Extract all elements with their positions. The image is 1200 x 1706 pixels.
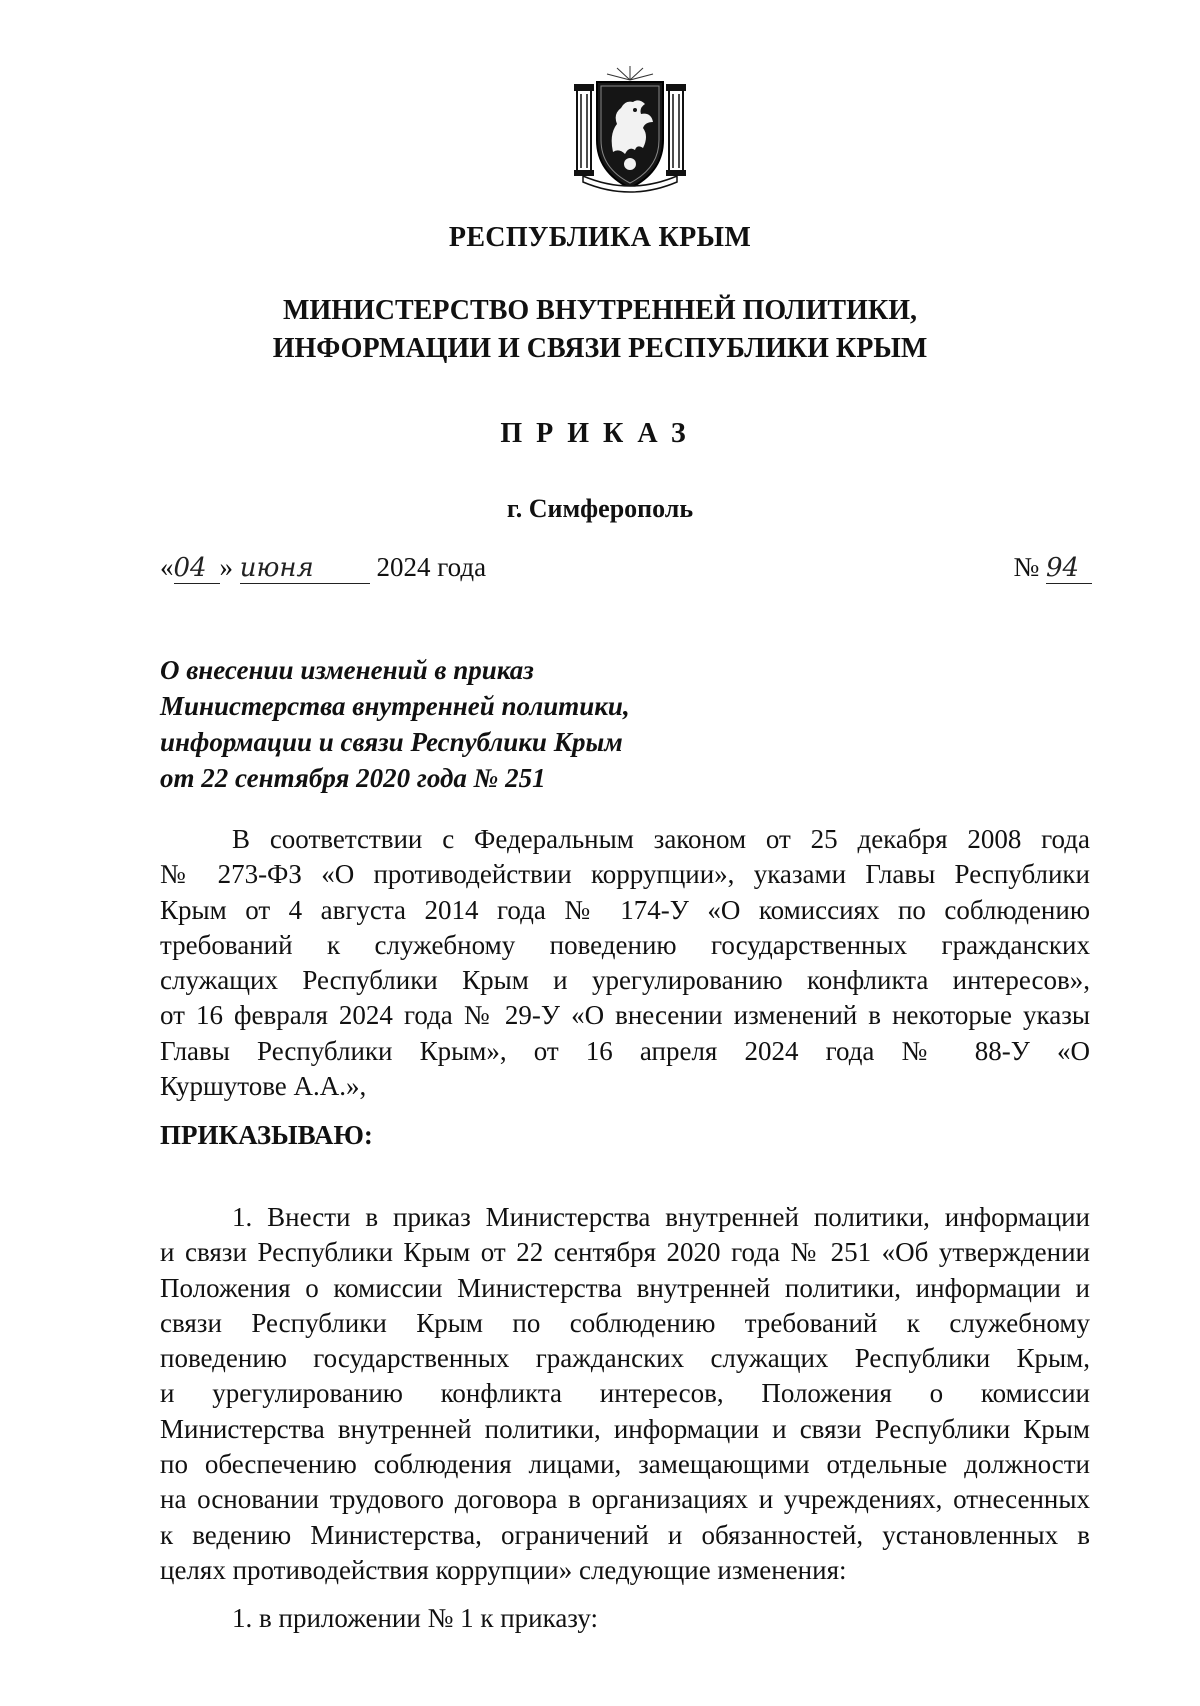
item-1-line: 1. Внести в приказ Министерства внутренней политики, информации bbox=[232, 1202, 1090, 1232]
date-year-text: 2024 года bbox=[376, 552, 487, 582]
number-label: № bbox=[1013, 552, 1040, 582]
handwritten-number: 94 bbox=[1046, 553, 1092, 584]
item-1-line: на основании трудового договора в организациях и учреждениях, отнесенных bbox=[160, 1484, 1090, 1515]
preamble-line: требований к служебному поведению государственных гражданских bbox=[160, 929, 1090, 960]
item-1-line: и связи Республики Крым от 22 сентября 2020 года № 251 «Об утверждении bbox=[160, 1237, 1090, 1268]
title-line: информации и связи Республики Крым bbox=[160, 727, 623, 757]
preamble-line: от 16 февраля 2024 года № 29-У «О внесении изменений в некоторые указы bbox=[160, 1000, 1090, 1031]
item-1-line: поведению государственных гражданских служащих Республики Крым, bbox=[160, 1343, 1090, 1374]
orders-heading: ПРИКАЗЫВАЮ: bbox=[160, 1120, 373, 1150]
republic-heading: РЕСПУБЛИКА КРЫМ bbox=[448, 222, 752, 253]
date-open-quote: « bbox=[160, 552, 174, 582]
item-1-line: к ведению Министерства, ограничений и обязанностей, установленных в bbox=[160, 1519, 1090, 1550]
city-line: г. Симферополь bbox=[506, 494, 694, 523]
item-1-line: целях противодействия коррупции» следующие изменения: bbox=[160, 1554, 847, 1585]
preamble-line: служащих Республики Крым и урегулированию конфликта интересов», bbox=[160, 965, 1090, 996]
preamble-line: № 273-ФЗ «О противодействии коррупции», указами Главы Республики bbox=[160, 859, 1090, 890]
preamble-line: Крым от 4 августа 2014 года № 174-У «О комиссиях по соблюдению bbox=[160, 894, 1090, 925]
item-1-line: Министерства внутренней политики, информации и связи Республики Крым bbox=[160, 1413, 1090, 1444]
title-line: О внесении изменений в приказ bbox=[160, 655, 534, 685]
document-title bbox=[160, 652, 760, 796]
preamble-line: Главы Республики Крым», от 16 апреля 2024 года № 88-У «О bbox=[160, 1035, 1090, 1066]
title-line: Министерства внутренней политики, bbox=[160, 691, 630, 721]
preamble-paragraph bbox=[160, 822, 1090, 1104]
order-number bbox=[1013, 552, 1092, 584]
item-1-paragraph bbox=[160, 1200, 1090, 1588]
preamble-line: Куршутове А.А.», bbox=[160, 1071, 367, 1102]
item-1-line: по обеспечению соблюдения лицами, замещающими отдельные должности bbox=[160, 1449, 1090, 1480]
date-close-quote: » bbox=[219, 552, 233, 582]
ministry-heading-line-1: МИНИСТЕРСТВО ВНУТРЕННЕЙ ПОЛИТИКИ, bbox=[283, 295, 917, 326]
order-word-heading: ПРИКАЗ bbox=[500, 418, 700, 449]
title-line: от 22 сентября 2020 года № 251 bbox=[160, 763, 546, 793]
crimea-coat-of-arms-emblem bbox=[573, 64, 687, 194]
sub-item-1: 1. в приложении № 1 к приказу: bbox=[232, 1603, 599, 1633]
item-1-line: связи Республики Крым по соблюдению требований к служебному bbox=[160, 1307, 1090, 1338]
item-1-line: и урегулированию конфликта интересов, Положения о комиссии bbox=[160, 1378, 1090, 1409]
item-1-line: Положения о комиссии Министерства внутренней политики, информации и bbox=[160, 1272, 1090, 1303]
ministry-heading-line-2: ИНФОРМАЦИИ И СВЯЗИ РЕСПУБЛИКИ КРЫМ bbox=[272, 333, 928, 364]
ministry-heading bbox=[0, 292, 1200, 368]
handwritten-month: июня bbox=[240, 553, 370, 584]
preamble-line: В соответствии с Федеральным законом от 25 декабря 2008 года bbox=[232, 824, 1090, 854]
order-date bbox=[160, 552, 486, 584]
handwritten-day: 04 bbox=[174, 553, 220, 584]
